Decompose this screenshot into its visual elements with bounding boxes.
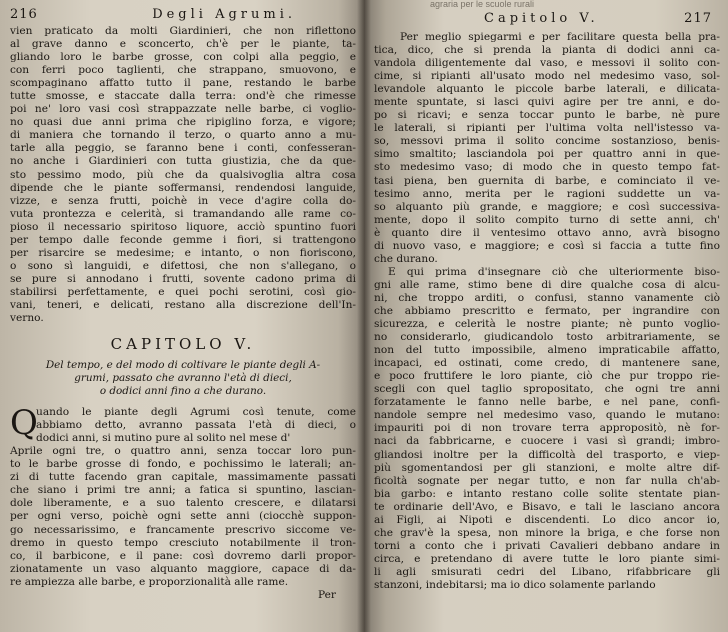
catchword: Per — [318, 588, 336, 601]
text-line: gni alle rame, stimo bene di dire qualche cosa di alcu- — [374, 278, 720, 291]
text-line: e poco fruttifere le loro piante, ciò che pur troppo rie- — [374, 370, 720, 383]
text-line: con ferri poco taglienti, che strappano, smuovono, e — [10, 64, 356, 77]
right-page — [364, 0, 728, 632]
text-line: sicurezza, e celerità le nostre piante; nè punto voglio- — [374, 318, 720, 331]
text-line: poi ne' loro vasi così strappazzate nelle barbe, ci voglio- — [10, 103, 356, 116]
text-line: di maniera che tornando il terzo, o quarto anno a mu- — [10, 129, 356, 142]
text-line: dole liberamente, e a suo talento crescere, e dilatarsi — [10, 497, 356, 510]
left-paragraph-1 — [10, 25, 356, 325]
book-gutter — [357, 0, 371, 632]
text-line: se pure si annodano i frutti, sovente cadono prima di — [10, 272, 356, 285]
text-line: che durano. — [374, 252, 438, 265]
text-line: le laterali, si ripianti per l'ultima volta nell'istesso va- — [374, 122, 720, 135]
text-line: vien praticato da molti Giardinieri, che non riflettono — [10, 25, 356, 37]
chapter-heading: CAPITOLO V. — [110, 335, 256, 354]
text-line: vizze, e senza frutti, poichè in vece d'agire colla do- — [10, 194, 356, 207]
text-line: simo smaltito; lasciandola poi per quattro anni in que- — [374, 148, 720, 161]
text-line: dremo in questo tempo cresciuto notabilmente il tron- — [10, 536, 356, 549]
text-line: tesimo anno, merita per le ragioni suddette un va- — [374, 187, 720, 200]
text-line: o sono sì languidi, e difettosi, che non s'allegano, o — [10, 259, 356, 272]
text-line: po si ricavi; e senza toccar punto le barbe, nè pure — [374, 109, 720, 122]
text-line: Aprile ogni tre, o quattro anni, senza toccar loro pun- — [10, 445, 356, 458]
text-line: li agli smisurati cedri del Libano, rifabbricare gli — [374, 565, 720, 578]
text-line: al grave danno e sconcerto, ch'è per le piante, ta- — [10, 38, 356, 51]
text-line: scompaginano affatto tutto il pane, restando le barbe — [10, 77, 356, 90]
text-line: non del tutto impossibile, almeno impraticabile affatto, — [374, 344, 720, 357]
running-title: Capitolo V. — [484, 11, 599, 26]
text-line: più sgomentandosi per gli stanzioni, e molte altre dif- — [374, 461, 720, 474]
text-line: grumi, passato che avranno l'età di dieci, — [74, 372, 292, 385]
text-line: che abbiamo prescritto e fermato, per ingrandire con — [374, 304, 720, 317]
text-line: gliandosi inoltre per la difficoltà del trasporto, e viep- — [374, 448, 720, 461]
running-title: Degli Agrumi. — [152, 7, 296, 22]
text-line: go necessarissimo, e francamente prescrivo siccome ve- — [10, 523, 356, 536]
text-line: so, messovi prima il solito concime sostanzioso, benis- — [374, 135, 720, 148]
text-line: stabilirsi perfettamente, e quei pochi serotini, così gio- — [10, 285, 356, 298]
text-line: ficoltà sognate per negar tutto, e non far nulla ch'ab- — [374, 474, 720, 487]
text-line: re ampiezza alle barbe, e proporzionalità alle rame. — [10, 575, 289, 588]
text-line: bia garbo: e intanto restano colle solite stentate pian- — [374, 487, 720, 500]
text-line: vani, teneri, e delicati, restano alla discrezione dell'In- — [10, 298, 356, 311]
text-line: che grav'è la spesa, non minore la briga, e che forse non — [374, 526, 720, 539]
text-line: uando le piante degli Agrumi così tenute, come — [36, 406, 356, 419]
text-line: ai Figli, ai Nipoti e discendenti. Lo dico ancor io, — [374, 513, 720, 526]
text-line: vuta prontezza e celerità, si tramandando alle rame co- — [10, 207, 356, 220]
page-number: 216 — [10, 7, 38, 22]
text-line: cime, si ripianti all'usato modo nel medesimo vaso, sol- — [374, 70, 720, 83]
text-line: vandola diligentemente dal vaso, e messovi il solito con- — [374, 57, 720, 70]
top-strip-text: agraria per le scuole rurali — [430, 0, 535, 9]
text-line: zionatamente un vaso alquanto maggiore, capace di da- — [10, 562, 356, 575]
text-line: che siano i primi tre anni; a fatica si spuntino, lascian- — [10, 484, 356, 497]
text-line: è quanto dire il ventesimo ottavo anno, avrà bisogno — [374, 226, 720, 239]
text-line: o dodici anni fino a che durano. — [99, 385, 267, 398]
text-line: incapaci, ed ostinati, come credo, di mantenere sane, — [374, 357, 720, 370]
text-line: scegli con quel taglio spropositato, che ogni tre anni — [374, 383, 720, 396]
text-line: stanzoni, indebitarsi; ma io dico solamente parlando — [374, 578, 656, 591]
text-line: te ordinarie dell'Avo, e Bisavo, e tali le lasciano ancora — [374, 500, 720, 513]
text-line: Del tempo, e del modo di coltivare le piante degli A- — [45, 359, 321, 372]
text-line: E qui prima d'insegnare ciò che ulteriormente biso- — [388, 265, 720, 278]
text-line: mente, dopo il solito compito turno di sette anni, ch' — [374, 213, 720, 226]
text-line: abbiamo detto, avranno passata l'età di dieci, o — [36, 419, 356, 432]
text-line: impauriti poi di non trovare terra appropositò, nè for- — [374, 422, 720, 435]
left-page-header — [10, 7, 356, 25]
text-line: tica, dico, che si prenda la pianta di dodici anni ca- — [374, 44, 720, 57]
text-line: forzatamente le fanno nelle barbe, e nel pane, confi- — [374, 396, 720, 409]
text-line: no considerarlo, giudicandolo tosto arbitrariamente, se — [374, 331, 720, 344]
text-line: pioso il necessario spiritoso liquore, acciò spuntino fuori — [10, 220, 356, 233]
text-line: torni a conto che i privati Cavalieri debbano andare in — [374, 539, 720, 552]
text-line: dodici anni, si mutino pure al solito nel mese d' — [36, 432, 291, 445]
text-line: tutte smosse, e staccate dalla terra: ond'è che rimesse — [10, 90, 356, 103]
text-line: sto medesimo vaso; di modo che in questo tempo fat- — [374, 161, 720, 174]
page-number: 217 — [684, 11, 712, 26]
text-line: so alquanto più grande, e maggiore; e così successiva- — [374, 200, 720, 213]
text-line: mente spuntate, si lasci quivi agire per tre anni, e do- — [374, 96, 720, 109]
text-line: tasi piena, ben guernita di barbe, e cominciato il ve- — [374, 174, 720, 187]
text-line: no quasi due anni prima che ripiglino forza, e vigore; — [10, 116, 356, 129]
text-line: ni, che troppo arditi, o confusi, stanno vanamente ciò — [374, 291, 720, 304]
text-line: tarle alla peggio, se faranno bene i conti, confesseran- — [10, 142, 356, 155]
text-line: sto pessimo modo, più che da qualsivoglia altra cosa — [10, 168, 356, 181]
chapter-opening — [10, 403, 356, 445]
right-page-header — [374, 11, 720, 29]
text-line: naci da fabbricarne, e cuocere i vasi sì grandi; imbro- — [374, 435, 720, 448]
text-line: to le barbe grosse di fondo, e pochissimo le laterali; an- — [10, 458, 356, 471]
text-line: di nuovo vaso, e maggiore; e così si faccia a tutte fino — [374, 239, 720, 252]
drop-cap: Q — [10, 403, 38, 444]
dropcap-lines — [10, 403, 356, 445]
text-line: per risarcire se medesime; e intanto, o non fioriscono, — [10, 246, 356, 259]
right-paragraph-2 — [374, 266, 720, 592]
chapter-subtitle — [10, 359, 356, 398]
text-line: Per meglio spiegarmi e per facilitare questa bella pra- — [400, 31, 720, 43]
text-line: co, il barbicone, e il pane: così dovremo darli propor- — [10, 549, 356, 562]
text-line: dipende che le piante soffermansi, rendendosi languide, — [10, 181, 356, 194]
text-line: levandole alquanto le piccole barbe laterali, e dilicata- — [374, 83, 720, 96]
text-line: nandole sempre nel medesimo vaso, quando le mutano: — [374, 409, 720, 422]
text-line: circa, e pretendano di avere tutte le loro piante simi- — [374, 552, 720, 565]
text-line: no anche i Giardinieri con tutta giustizia, che da que- — [10, 155, 356, 168]
left-paragraph-2 — [10, 445, 356, 589]
text-line: gliando loro le barbe grosse, con colpi alla peggio, e — [10, 51, 356, 64]
text-line: verno. — [10, 312, 44, 325]
text-line: zi di tutte facendo gran capitale, massimamente passati — [10, 471, 356, 484]
text-line: per tempo dalle feconde gemme i fiori, si trattengono — [10, 233, 356, 246]
right-paragraph-1 — [374, 31, 720, 266]
text-line: per ogni verso, poichè ogni sette anni (ciocchè suppon- — [10, 510, 356, 523]
